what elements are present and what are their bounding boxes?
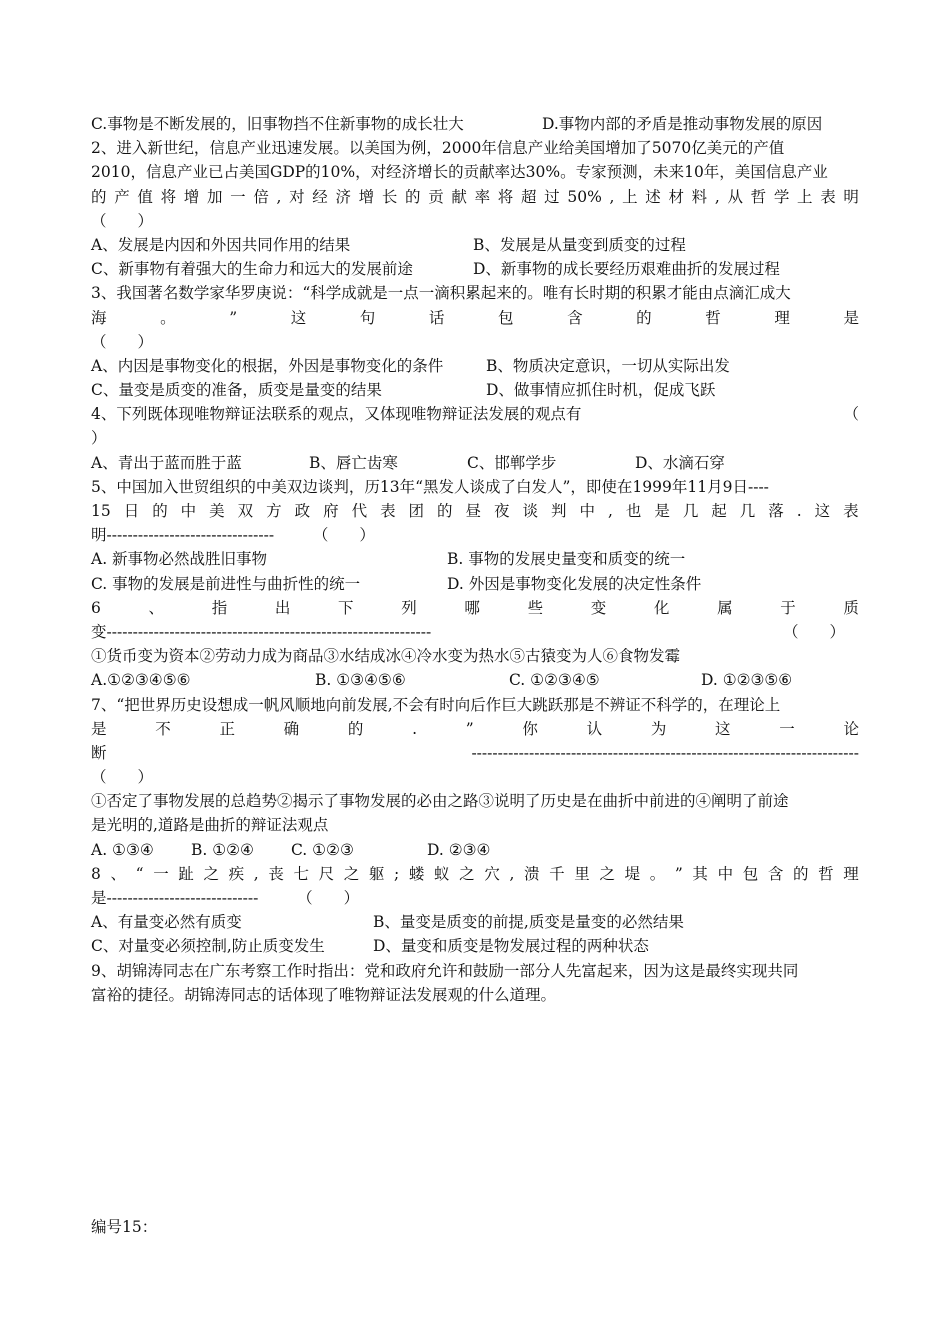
q2-l3-char: 献 — [451, 187, 467, 206]
q2-l3-char: 述 — [645, 187, 661, 206]
q2-l3-char: 上 — [797, 187, 813, 206]
q2-stem-line-2: 2010，信息产业已占美国GDP的10%，对经济增长的贡献率达30%。专家预测，未来10年，美国信息产业 — [91, 163, 828, 182]
q3-option-b: B、物质决定意识，一切从实际出发 — [486, 356, 730, 375]
q4-option-b: B、唇亡齿寒 — [309, 453, 398, 472]
q5-option-b: B. 事物的发展史量变和质变的统一 — [447, 550, 686, 569]
question-list — [91, 112, 859, 1007]
q6-l1-char: 6 — [91, 598, 101, 617]
q8-options-ab — [91, 910, 859, 934]
q8-l1-char: 、 — [110, 864, 127, 883]
q1-option-d: D.事物内部的矛盾是推动事物发展的原因 — [542, 115, 823, 133]
q9-stem-line-1: 9、胡锦涛同志在广东考察工作时指出：党和政府允许和鼓励一部分人先富起来，因为这是最终实现共同 — [91, 961, 799, 980]
q5-l2-char: 政 — [294, 502, 311, 520]
q6-l1-char: 列 — [401, 598, 417, 617]
q7-options — [91, 838, 859, 862]
q8-l1-char: 溃 — [524, 864, 540, 883]
q5-stem-line-1: 5、中国加入世贸组织的中美双边谈判，历13年“黑发人谈成了白发人”，即使在1999年11月9日---- — [91, 477, 769, 496]
q3-l2-char: 含 — [567, 308, 583, 327]
q5-stem-line-3: 明-------------------------------- （ ） — [91, 526, 375, 545]
q2-l3-char: 将 — [160, 187, 177, 206]
q5-l2-char: 美 — [209, 502, 225, 520]
q8-l1-char: , — [253, 864, 259, 883]
q5-l2-char: 判 — [550, 502, 567, 520]
q5-l2-char: 这 — [814, 502, 831, 520]
q6-l1-char: 下 — [338, 598, 354, 617]
q8-stem-line-1 — [91, 862, 859, 886]
q3-option-c: C、量变是质变的准备，质变是量变的结果 — [91, 381, 382, 400]
q4-option-c: C、邯郸学步 — [467, 453, 557, 472]
q2-l3-char: 经 — [312, 187, 328, 206]
q8-l1-char: 里 — [574, 864, 590, 883]
q5-l2-char: 双 — [237, 502, 254, 520]
q5-l2-char: 15 — [91, 502, 111, 520]
q7-l2-char: 是 — [91, 719, 107, 738]
q2-l3-char: , — [609, 187, 615, 206]
q7-l2-char: 这 — [715, 719, 731, 738]
q3-l2-char: 句 — [359, 308, 376, 327]
q4-option-d: D、水滴石穿 — [635, 453, 725, 472]
q9-stem-line-2: 富裕的捷径。胡锦涛同志的话体现了唯物辩证法发展观的什么道理。 — [91, 985, 557, 1004]
q8-option-a: A、有量变必然有质变 — [91, 913, 242, 932]
q7-stem-line-3 — [91, 741, 859, 765]
q7-stem-text: 断 — [91, 743, 107, 762]
q3-options-cd — [91, 378, 859, 402]
q8-l1-char: 疾 — [228, 864, 245, 883]
q8-l1-char: 躯 — [368, 864, 385, 883]
q7-l2-char: 确 — [283, 719, 300, 738]
q8-l1-char: 蝼 — [408, 864, 425, 883]
q2-l3-char: 材 — [668, 187, 684, 206]
q6-stem-line-1 — [91, 596, 859, 620]
q7-l2-char: 论 — [843, 719, 859, 738]
q8-l1-char: 其 — [692, 864, 708, 883]
q6-stem-line-2 — [91, 620, 859, 644]
q3-l2-char: 这 — [290, 308, 307, 327]
q8-l1-char: 哲 — [818, 864, 834, 883]
q7-l2-char: 的 — [347, 719, 364, 738]
q2-l3-char: 50% — [567, 187, 602, 206]
q8-option-c: C、对量变必须控制,防止质变发生 — [91, 937, 325, 956]
q6-option-b: B. ①③④⑤⑥ — [315, 671, 406, 690]
q6-l1-char: 变 — [590, 598, 607, 617]
q5-l2-char: 代 — [351, 502, 368, 520]
q6-option-d: D. ①②③⑤⑥ — [701, 671, 793, 690]
q6-option-c: C. ①②③④⑤ — [509, 671, 600, 690]
q2-l3-char: 明 — [843, 187, 859, 206]
q2-l3-char: 倍 — [253, 187, 269, 206]
q8-l1-char: 尺 — [318, 864, 335, 883]
q3-option-d: D、做事情应抓住时机，促成飞跃 — [486, 381, 716, 400]
q6-l1-char: 些 — [527, 598, 544, 617]
q3-l2-char: 话 — [428, 308, 445, 327]
q8-l1-char: , — [509, 864, 515, 883]
q8-l1-char: 理 — [843, 864, 859, 883]
q2-l3-char: 的 — [91, 187, 107, 206]
q7-l2-char: 你 — [522, 719, 538, 738]
q2-l3-char: 值 — [137, 187, 153, 206]
q7-l2-char: . — [412, 719, 418, 738]
q5-l2-char: 几 — [739, 502, 756, 520]
q8-l1-char: 堤 — [624, 864, 641, 883]
q8-l1-char: 包 — [742, 864, 759, 883]
q6-l1-char: 于 — [780, 598, 796, 617]
q2-l3-char: 上 — [622, 187, 638, 206]
q7-option-b: B. ①②④ — [191, 840, 254, 859]
q8-l1-char: 8 — [91, 864, 101, 883]
q2-l3-char: 过 — [544, 187, 560, 206]
q2-l3-char: 产 — [114, 187, 130, 206]
q1-option-c: C.事物是不断发展的，旧事物挡不住新事物的成长壮大 — [91, 115, 464, 133]
q8-l1-char: 含 — [767, 864, 784, 883]
q3-stem-line-1: 3、我国著名数学家华罗庚说：“科学成就是一点一滴积累起来的。唯有长时期的积累才能由点滴汇成大 — [91, 284, 791, 303]
q4-stem-text: 4、下列既体现唯物辩证法联系的观点，又体现唯物辩证法发展的观点有 — [91, 405, 582, 424]
q7-stem-line-1: 7、“把世界历史设想成一帆风顺地向前发展,不会有时向后作巨大跳跃那是不辨证不科学的，在理论上 — [91, 695, 781, 714]
q3-l2-char: 包 — [497, 308, 514, 327]
q5-l2-char: 表 — [843, 502, 859, 520]
q5-l2-char: 谈 — [522, 502, 538, 520]
q2-l3-char: 贡 — [428, 187, 444, 206]
q8-l1-char: 的 — [792, 864, 809, 883]
q2-l3-char: 济 — [335, 187, 351, 206]
q3-l2-char: ” — [229, 308, 238, 327]
q3-l2-char: 海 — [91, 308, 107, 327]
q7-l2-char: 一 — [779, 719, 795, 738]
q2-l3-char: 长 — [381, 187, 398, 206]
q2-l3-char: 率 — [474, 187, 491, 206]
q5-l2-char: 是 — [654, 502, 670, 520]
q8-l1-char: 千 — [549, 864, 565, 883]
q5-l2-char: 中 — [579, 502, 595, 520]
q8-l1-char: 一 — [153, 864, 169, 883]
q2-l3-char: 超 — [520, 187, 537, 206]
q7-l2-char: 为 — [650, 719, 667, 738]
q2-options-cd — [91, 257, 859, 281]
q8-stem-line-2: 是----------------------------- （ ） — [91, 889, 360, 907]
q6-l1-char: 出 — [274, 598, 291, 617]
q3-l2-char: 的 — [636, 308, 652, 327]
q5-option-c: C. 事物的发展是前进性与曲折性的统一 — [91, 574, 361, 593]
q5-l2-char: 中 — [180, 502, 197, 520]
q8-l1-char: 。 — [649, 864, 666, 883]
q8-option-b: B、量变是质变的前提,质变是量变的必然结果 — [373, 913, 684, 932]
q6-l1-char: 质 — [843, 598, 859, 617]
q4-option-a: A、青出于蓝而胜于蓝 — [91, 453, 242, 472]
q2-options-ab — [91, 233, 859, 257]
q5-l2-char: 昼 — [465, 502, 482, 520]
q3-l2-char: 是 — [843, 308, 859, 327]
q2-option-c: C、新事物有着强大的生命力和远大的发展前途 — [91, 260, 413, 279]
q2-l3-char: , — [276, 187, 282, 206]
q3-options-ab — [91, 354, 859, 378]
q7-l2-char: 不 — [155, 719, 171, 738]
q7-stem-line-2 — [91, 717, 859, 741]
q5-l2-char: 也 — [625, 502, 642, 520]
q8-options-cd — [91, 934, 859, 958]
q5-l2-char: , — [607, 502, 613, 520]
q8-l1-char: 中 — [717, 864, 734, 883]
q5-l2-char: 夜 — [494, 502, 510, 520]
q6-items: ①货币变为资本②劳动力成为商品③水结成冰④冷水变为热水⑤古猿变为人⑥食物发霉 — [91, 647, 681, 666]
q5-l2-char: 日 — [123, 502, 140, 520]
q5-option-a: A. 新事物必然战胜旧事物 — [91, 550, 268, 569]
q3-option-a: A、内因是事物变化的根据，外因是事物变化的条件 — [91, 356, 444, 375]
q6-l1-char: 、 — [148, 598, 165, 617]
q5-l2-char: 表 — [380, 502, 396, 520]
q2-answer-paren: （ ） — [91, 211, 154, 230]
q2-l3-char: 增 — [358, 187, 375, 206]
q7-l2-char: ” — [465, 719, 474, 738]
q8-l1-char: 之 — [599, 864, 615, 883]
q8-l1-char: 穴 — [484, 864, 500, 883]
q7-option-a: A. ①③④ — [91, 840, 154, 859]
q8-l1-char: ” — [674, 864, 683, 883]
q8-l1-char: 蚁 — [434, 864, 450, 883]
q2-stem-line-1: 2、进入新世纪，信息产业迅速发展。以美国为例，2000年信息产业给美国增加了5070亿美元的产值 — [91, 139, 785, 158]
q5-l2-char: 的 — [152, 502, 168, 520]
q4-options — [91, 451, 859, 475]
q6-l1-char: 指 — [211, 598, 228, 617]
q2-option-d: D、新事物的成长要经历艰难曲折的发展过程 — [473, 260, 780, 279]
q8-option-d: D、量变和质变是物发展过程的两种状态 — [373, 937, 649, 956]
q8-l1-char: 之 — [203, 864, 219, 883]
q2-l3-char: 加 — [206, 187, 223, 206]
q2-l3-char: 从 — [727, 187, 743, 206]
q5-options-ab — [91, 547, 859, 571]
q2-l3-char: 学 — [773, 187, 790, 206]
q5-l2-char: . — [796, 502, 802, 520]
q5-l2-char: 落 — [768, 502, 784, 520]
q8-l1-char: “ — [135, 864, 144, 883]
q7-statements-line-1: ①否定了事物发展的总趋势②揭示了事物发展的必由之路③说明了历史是在曲折中前进的④阐明了前途 — [91, 792, 789, 811]
q2-l3-char: 哲 — [750, 187, 767, 206]
q3-l2-char: 。 — [160, 308, 176, 327]
q4-paren-open: （ — [843, 405, 859, 424]
q3-answer-paren: （ ） — [91, 332, 154, 351]
q6-answer-paren: （ ） — [782, 622, 845, 641]
q2-stem-line-3 — [91, 185, 859, 209]
q6-l1-char: 哪 — [464, 598, 480, 617]
q5-l2-char: 的 — [437, 502, 453, 520]
q6-stem-dashes: 变-------------------------------------------------------------- — [91, 622, 432, 641]
q2-l3-char: , — [714, 187, 720, 206]
q8-l1-char: 之 — [343, 864, 360, 883]
q2-l3-char: 一 — [230, 187, 246, 206]
q5-options-cd — [91, 572, 859, 596]
q7-l2-char: 正 — [219, 719, 235, 738]
q2-l3-char: 对 — [289, 187, 305, 206]
q4-stem-line-1 — [91, 402, 859, 426]
q8-l1-char: 丧 — [268, 864, 284, 883]
q2-l3-char: 料 — [691, 187, 708, 206]
q5-stem-line-2 — [91, 499, 859, 523]
q6-l1-char: 化 — [653, 598, 670, 617]
q2-option-a: A、发展是内因和外因共同作用的结果 — [91, 235, 351, 254]
q5-l2-char: 几 — [682, 502, 699, 520]
q5-l2-char: 团 — [408, 502, 425, 520]
q8-l1-char: ; — [394, 864, 400, 883]
q2-l3-char: 将 — [497, 187, 514, 206]
q3-l2-char: 哲 — [705, 308, 721, 327]
q5-l2-char: 起 — [711, 502, 727, 520]
q2-l3-char: 的 — [405, 187, 421, 206]
page-number-label: 编号15： — [91, 1218, 158, 1236]
q2-l3-char: 增 — [183, 187, 200, 206]
q7-statements-line-2: 是光明的,道路是曲折的辩证法观点 — [91, 816, 329, 835]
q6-option-a: A.①②③④⑤⑥ — [91, 671, 191, 690]
q7-option-d: D. ②③④ — [427, 840, 491, 859]
q2-option-b: B、发展是从量变到质变的过程 — [473, 235, 686, 254]
q7-l2-char: 认 — [586, 719, 603, 738]
q5-option-d: D. 外因是事物变化发展的决定性条件 — [447, 574, 702, 593]
q3-stem-line-2 — [91, 306, 859, 330]
q8-l1-char: 趾 — [178, 864, 194, 883]
q8-l1-char: 七 — [293, 864, 309, 883]
q5-l2-char: 方 — [266, 502, 282, 520]
q6-l1-char: 属 — [717, 598, 733, 617]
q7-answer-paren: （ ） — [91, 768, 154, 787]
q5-l2-char: 府 — [323, 502, 339, 520]
q6-options — [91, 668, 859, 692]
q4-paren-close: ） — [91, 429, 107, 448]
q7-option-c: C. ①②③ — [291, 840, 354, 859]
q8-l1-char: 之 — [459, 864, 475, 883]
q1-options-cd — [91, 112, 859, 136]
q2-l3-char: 表 — [820, 187, 836, 206]
q7-stem-dashes: -------------------------------------------------------------------------- — [471, 743, 859, 762]
q3-l2-char: 理 — [774, 308, 790, 327]
